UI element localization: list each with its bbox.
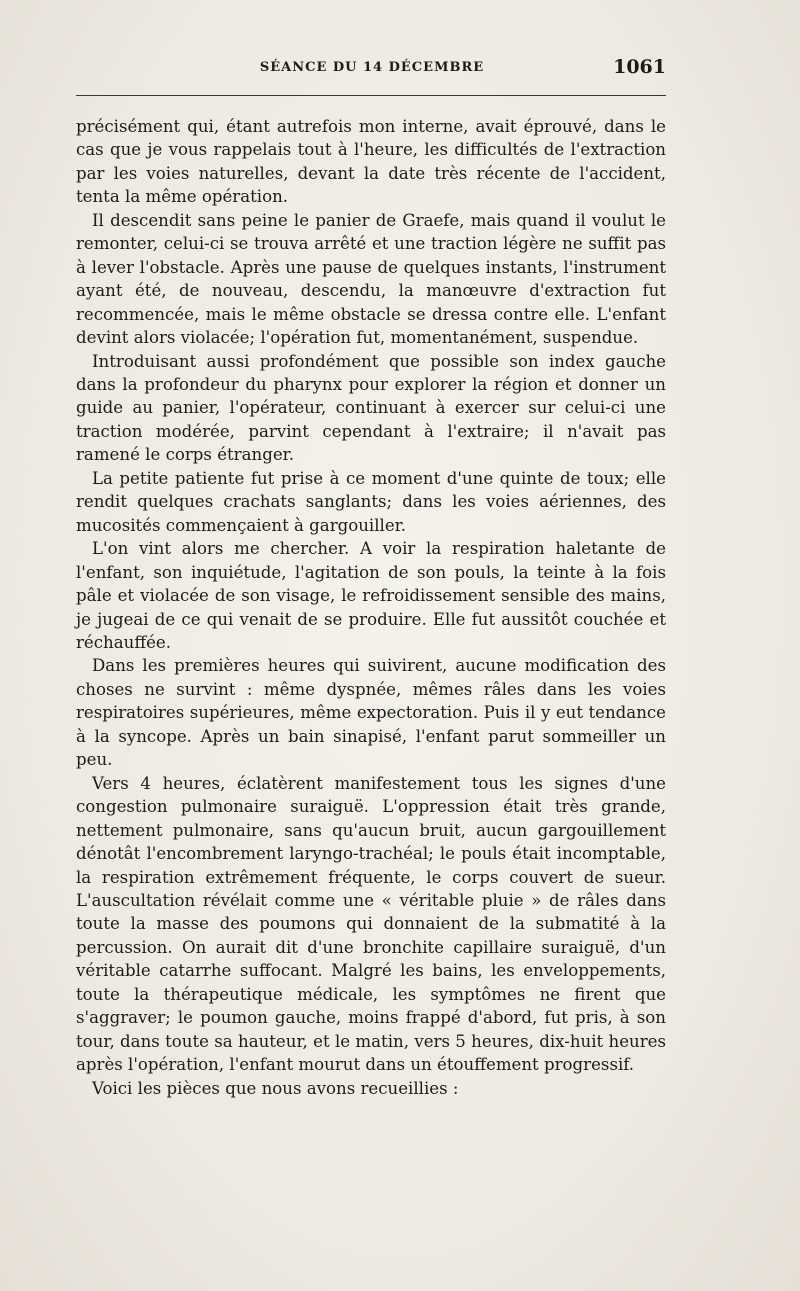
paragraph-6: Dans les premières heures qui suivirent, aucune modification des choses ne survint : même dyspnée, mêmes râles dans les voies respiratoires supérieures, même expectoration. Puis il y eut tendance à la syncope. Après un bain sinapisé, l'enfant parut sommeiller un peu. <box>76 656 666 770</box>
page-header <box>76 56 668 86</box>
paragraph-4: La petite patiente fut prise à ce moment d'une quinte de toux; elle rendit quelques crachats sanglants; dans les voies aériennes, des mucosités commençaient à gargouiller. <box>76 468 666 535</box>
header-rule <box>76 95 666 96</box>
paragraph-5: L'on vint alors me chercher. A voir la respiration haletante de l'enfant, son inquiétude, l'agitation de son pouls, la teinte à la fois pâle et violacée de son visage, le refroidissement sensible des mains, je jugeai de ce qui venait de se produire. Elle fut aussitôt couchée et réchauffée. <box>76 539 666 652</box>
paragraph-7: Vers 4 heures, éclatèrent manifestement tous les signes d'une congestion pulmonaire suraiguë. L'oppression était très grande, nettement pulmonaire, sans qu'aucun bruit, aucun gargouillement dénotât l'encombrement laryngo-trachéal; le pouls était incomptable, la respiration extrêmement fréquente, le corps couvert de sueur. L'auscultation révélait comme une « véritable pluie » de râles dans toute la masse des poumons qui donnaient de la submatité à la percussion. On aurait dit d'une bronchite capillaire suraiguë, d'un véritable catarrhe suffocant. Malgré les bains, les enveloppements, toute la thérapeutique médicale, les symptômes ne firent que s'aggraver; le poumon gauche, moins frappé d'abord, fut pris, à son tour, dans toute sa hauteur, et le matin, vers 5 heures, dix-huit heures après l'opération, l'enfant mourut dans un étouffement progressif. <box>76 773 666 1075</box>
page-number: 1061 <box>613 56 666 78</box>
paragraph-8: Voici les pièces que nous avons recueillies : <box>92 1078 459 1098</box>
paragraph-1: précisément qui, étant autrefois mon interne, avait éprouvé, dans le cas que je vous rappelais tout à l'heure, les difficultés de l'extraction par les voies naturelles, devant la date très récente de l'accident, tenta la même opération. <box>76 117 666 207</box>
paragraph-2: Il descendit sans peine le panier de Graefe, mais quand il voulut le remonter, celui-ci se trouva arrêté et une traction légère ne suffit pas à lever l'obstacle. Après une pause de quelques instants, l'instrument ayant été, de nouveau, descendu, la manœuvre d'extraction fut recommencée, mais le même obstacle se dressa contre elle. L'enfant devint alors violacée; l'opération fut, momentanément, suspendue. <box>76 210 666 348</box>
paragraph-3: Introduisant aussi profondément que possible son index gauche dans la profondeur du pharynx pour explorer la région et donner un guide au panier, l'opérateur, continuant à exercer sur celui-ci une traction modérée, parvint cependant à l'extraire; il n'avait pas ramené le corps étranger. <box>76 351 666 465</box>
running-head: SÉANCE DU 14 DÉCEMBRE <box>259 60 485 75</box>
body-text <box>76 115 666 1100</box>
